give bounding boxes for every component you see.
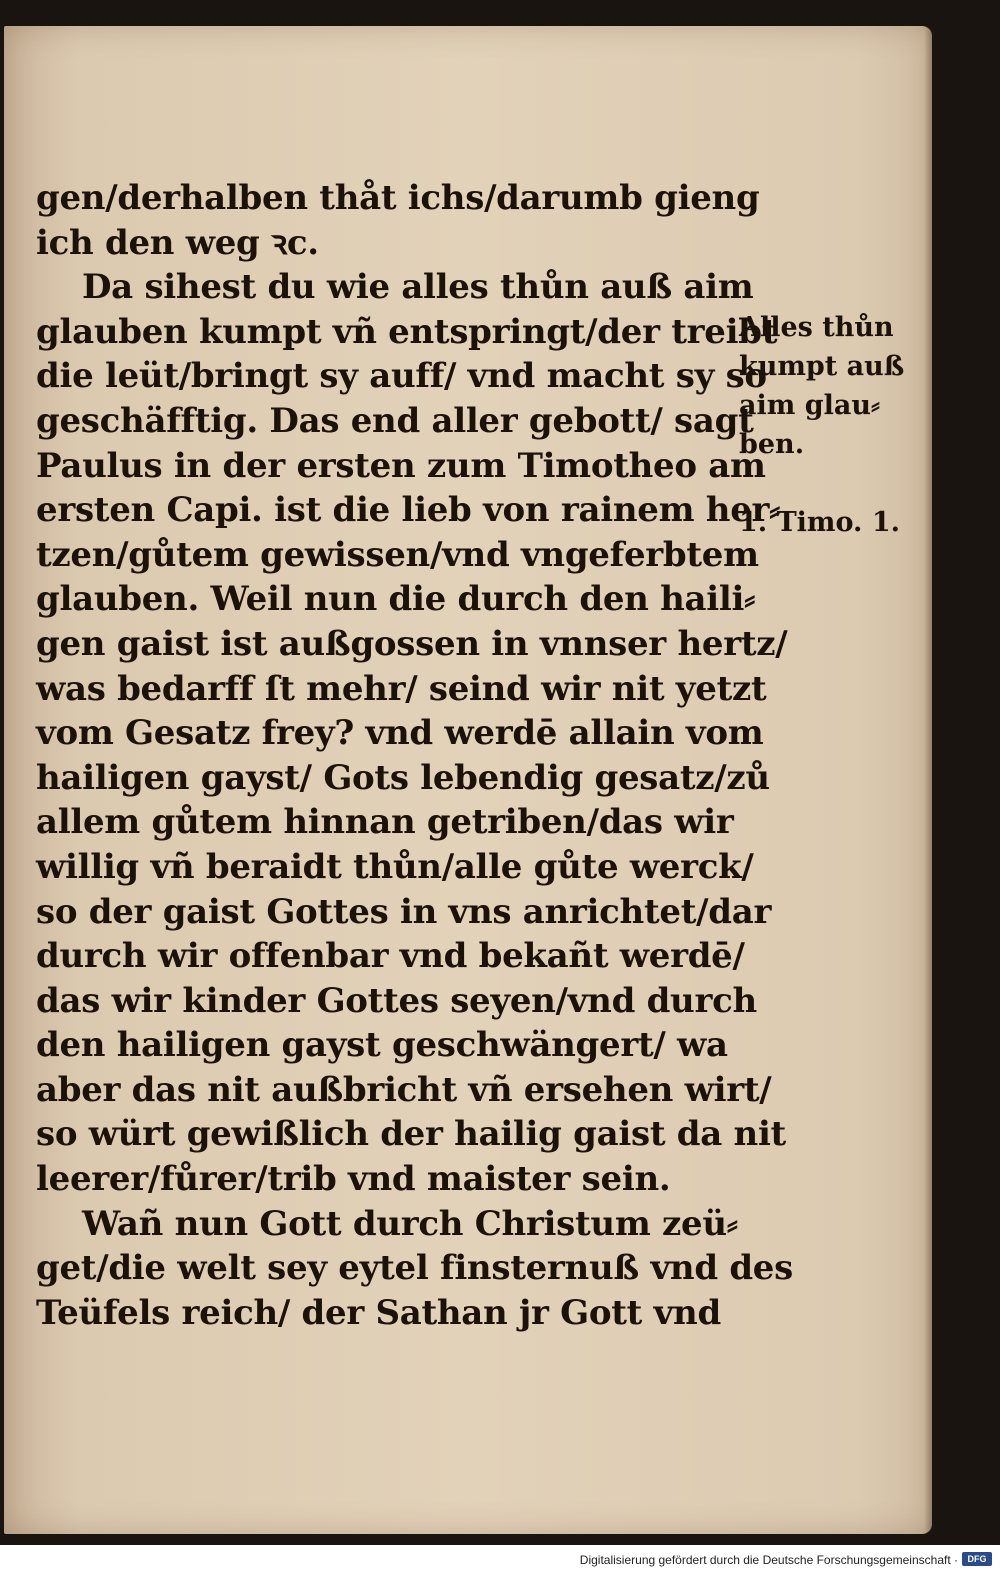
dfg-logo: DFG <box>962 1552 992 1566</box>
text-line: willig vñ beraidt thůn/alle gůte werck/ <box>36 846 754 887</box>
text-line: Wañ nun Gott durch Christum zeü⸗ <box>82 1203 738 1244</box>
text-line: allem gůtem hinnan getriben/das wir <box>36 802 734 843</box>
page-edge-shadow <box>924 26 932 1534</box>
text-line: gen gaist ist außgossen in vnnser hertz/ <box>36 623 788 664</box>
text-line: Paulus in der ersten zum Timotheo am <box>36 445 766 486</box>
margin-note-line: Alles thůn <box>739 312 894 343</box>
text-line: so der gaist Gottes in vns anrichtet/dar <box>36 891 772 932</box>
text-line: Teüfels reich/ der Sathan jr Gott vnd <box>36 1292 721 1333</box>
text-line: tzen/gůtem gewissen/vnd vngeferbtem <box>36 534 759 575</box>
text-line: so würt gewißlich der hailig gaist da nit <box>36 1114 786 1155</box>
text-line: die leüt/bringt sy auff/ vnd macht sy so <box>36 356 767 397</box>
text-line: was bedarff ſt mehr/ seind wir nit yetzt <box>36 668 767 709</box>
text-line: glauben. Weil nun die durch den haili⸗ <box>36 579 756 620</box>
text-line: vom Gesatz frey? vnd werdē allain vom <box>36 713 764 754</box>
text-line: gen/derhalben thåt ichs/darumb gieng <box>36 178 760 218</box>
text-line: get/die welt sey eytel finsternuß vnd des <box>36 1248 793 1289</box>
text-line: hailigen gayst/ Gots lebendig gesatz/zů <box>36 757 770 798</box>
text-line: leerer/fůrer/trib vnd maister sein. <box>36 1159 671 1200</box>
book-page <box>4 26 932 1534</box>
text-line: durch wir offenbar vnd bekañt werdē/ <box>36 936 745 977</box>
text-line: aber das nit außbricht vñ ersehen wirt/ <box>36 1069 772 1110</box>
text-line: geschäfftig. Das end aller gebott/ sagt <box>36 400 754 441</box>
footer-bar <box>0 1545 1000 1577</box>
margin-notes <box>739 308 919 542</box>
margin-note-line: aim glau⸗ <box>739 390 880 421</box>
footer-credit: Digitalisierung gefördert durch die Deutsche Forschungsgemeinschaft · <box>579 1553 958 1567</box>
text-line: das wir kinder Gottes seyen/vnd durch <box>36 980 757 1021</box>
margin-note-reference <box>739 503 919 542</box>
text-line: Da sihest du wie alles thůn auß aim <box>82 267 754 308</box>
margin-note-faith <box>739 308 919 464</box>
text-line: ich den weg ꝛc. <box>36 222 319 263</box>
margin-note-line: ben. <box>739 429 805 460</box>
text-line: den hailigen gayst geschwängert/ wa <box>36 1025 728 1066</box>
main-text-block <box>36 176 793 1335</box>
margin-note-line: 1. Timo. 1. <box>739 507 901 538</box>
margin-note-line: kumpt auß <box>739 351 905 382</box>
text-line: glauben kumpt vñ entspringt/der treibt <box>36 311 778 352</box>
text-line: ersten Capi. ist die lieb von rainem her⸗ <box>36 490 781 531</box>
